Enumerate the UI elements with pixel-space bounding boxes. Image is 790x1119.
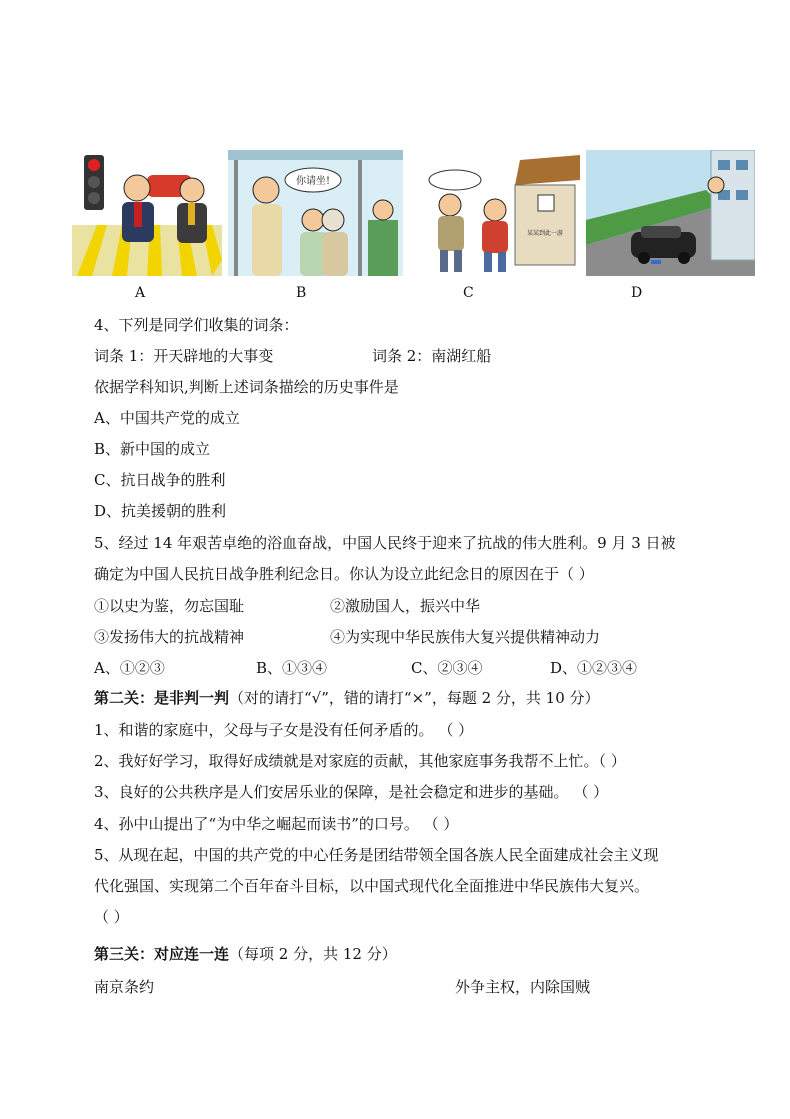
q4-option-d: D、抗美援朝的胜利 (94, 502, 227, 520)
q5-item1: ①以史为鉴，勿忘国耻 (94, 597, 245, 615)
section3-heading (94, 944, 397, 964)
image-c-caption: C (463, 285, 474, 301)
q5-item4: ④为实现中华民族伟大复兴提供精神动力 (330, 628, 601, 646)
q4-option-b: B、新中国的成立 (94, 440, 211, 458)
cartoon-graffiti-tourists-icon (420, 150, 580, 276)
q4-ask: 依据学科知识,判断上述词条描绘的历史事件是 (94, 378, 399, 396)
q4-stem: 4、下列是同学们收集的词条： (94, 316, 299, 334)
image-c (420, 150, 580, 276)
bus-speech-text: 你请坐! (295, 176, 331, 187)
q4-entry2: 词条 2：南湖红船 (372, 347, 492, 365)
section3-note: （每项 2 分，共 12 分） (229, 945, 397, 963)
section2-item5-line3: （ ） (94, 908, 129, 926)
cartoon-littering-car-icon (586, 150, 755, 276)
q5-option-d: D、①②③④ (550, 659, 638, 677)
q5-line1: 5、经过 14 年艰苦卓绝的浴血奋战，中国人民终于迎来了抗战的伟大胜利。9 月 3 日被 (94, 534, 676, 552)
q5-option-c: C、②③④ (411, 659, 483, 677)
q5-line2: 确定为中国人民抗日战争胜利纪念日。你认为设立此纪念日的原因在于（ ） (94, 565, 594, 583)
section3-title: 第三关：对应连一连 (94, 945, 230, 963)
q4-option-c: C、抗日战争的胜利 (94, 471, 226, 489)
section2-item5-line2: 代化强国、实现第二个百年奋斗目标，以中国式现代化全面推进中华民族伟大复兴。 (94, 877, 650, 895)
section2-item5-line1: 5、从现在起，中国的共产党的中心任务是团结带领全国各族人民全面建成社会主义现 (94, 846, 659, 864)
image-d-caption: D (631, 285, 643, 301)
section2-title: 第二关：是非判一判 (94, 689, 230, 707)
cartoon-bus-seat-icon (228, 150, 403, 276)
section3-left-item1: 南京条约 (94, 978, 155, 996)
section2-note: （对的请打“√”，错的请打“×”，每题 2 分，共 10 分） (229, 689, 600, 707)
q5-item3: ③发扬伟大的抗战精神 (94, 628, 245, 646)
graffiti-text: 某某到此一游 (526, 230, 564, 237)
section2-item3: 3、良好的公共秩序是人们安居乐业的保障，是社会稳定和进步的基础。 （ ） (94, 783, 609, 801)
image-d (586, 150, 755, 276)
q5-item2: ②激励国人，振兴中华 (330, 597, 481, 615)
section2-heading (94, 688, 600, 708)
section2-item2: 2、我好好学习，取得好成绩就是对家庭的贡献，其他家庭事务我帮不上忙。（ ） (94, 752, 626, 770)
q4-option-a: A、中国共产党的成立 (94, 409, 240, 427)
image-a (72, 150, 222, 276)
q4-entry1: 词条 1：开天辟地的大事变 (94, 347, 274, 365)
section2-item1: 1、和谐的家庭中，父母与子女是没有任何矛盾的。 （ ） (94, 721, 474, 739)
section3-right-item1: 外争主权，内除国贼 (455, 978, 591, 996)
image-b (228, 150, 403, 276)
image-a-caption: A (135, 285, 146, 301)
section2-item4: 4、孙中山提出了“为中华之崛起而读书”的口号。 （ ） (94, 815, 459, 833)
q5-option-b: B、①③④ (256, 659, 328, 677)
cartoon-crossing-red-light-icon (72, 150, 222, 276)
q5-option-a: A、①②③ (94, 659, 165, 677)
image-b-caption: B (296, 285, 307, 301)
